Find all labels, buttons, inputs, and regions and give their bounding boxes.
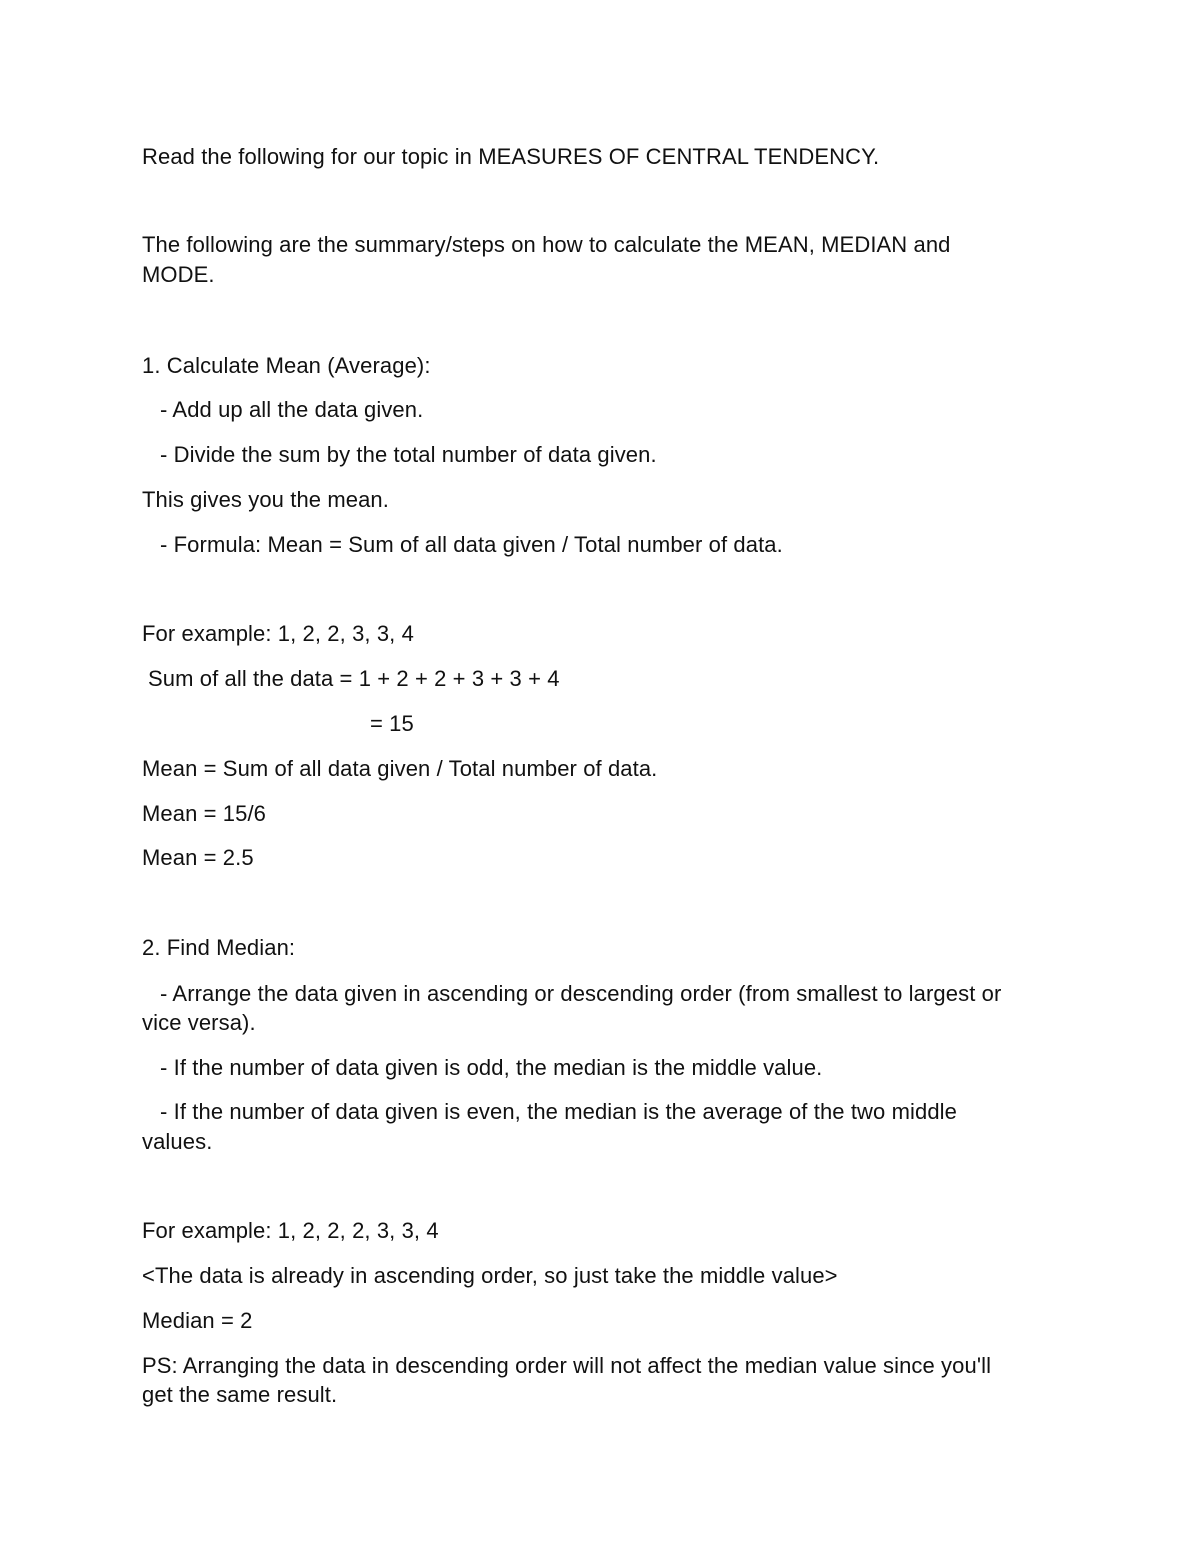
median-ps-line-1: PS: Arranging the data in descending order will not affect the median value since you'll bbox=[142, 1353, 992, 1378]
median-heading: 2. Find Median: bbox=[142, 935, 296, 960]
mean-example-sum: Sum of all the data = 1 + 2 + 2 + 3 + 3 + 4 bbox=[148, 666, 560, 691]
mean-formula: - Formula: Mean = Sum of all data given / Total number of data. bbox=[160, 532, 783, 557]
median-example-label: For example: 1, 2, 2, 2, 3, 3, 4 bbox=[142, 1218, 439, 1243]
mean-example-formula: Mean = Sum of all data given / Total number of data. bbox=[142, 756, 658, 781]
median-step-3-line-1: - If the number of data given is even, the median is the average of the two middle bbox=[160, 1099, 957, 1124]
mean-example-value: Mean = 2.5 bbox=[142, 845, 254, 870]
summary-line-2: MODE. bbox=[142, 262, 215, 287]
median-step-1-line-2: vice versa). bbox=[142, 1010, 256, 1035]
median-example-note: <The data is already in ascending order, so just take the middle value> bbox=[142, 1263, 838, 1288]
median-example-value: Median = 2 bbox=[142, 1308, 253, 1333]
mean-heading: 1. Calculate Mean (Average): bbox=[142, 353, 431, 378]
median-ps-line-2: get the same result. bbox=[142, 1382, 338, 1407]
mean-step-1: - Add up all the data given. bbox=[160, 397, 424, 422]
median-step-3-line-2: values. bbox=[142, 1129, 213, 1154]
mean-result-text: This gives you the mean. bbox=[142, 487, 389, 512]
mean-example-fraction: Mean = 15/6 bbox=[142, 801, 267, 826]
mean-step-2: - Divide the sum by the total number of data given. bbox=[160, 442, 657, 467]
mean-example-sum-result: = 15 bbox=[370, 711, 414, 736]
summary-line-1: The following are the summary/steps on how to calculate the MEAN, MEDIAN and bbox=[142, 232, 951, 257]
intro-text: Read the following for our topic in MEASURES OF CENTRAL TENDENCY. bbox=[142, 144, 880, 169]
median-step-2: - If the number of data given is odd, the median is the middle value. bbox=[160, 1055, 823, 1080]
mean-example-label: For example: 1, 2, 2, 3, 3, 4 bbox=[142, 621, 414, 646]
median-step-1-line-1: - Arrange the data given in ascending or descending order (from smallest to largest or bbox=[160, 981, 1002, 1006]
